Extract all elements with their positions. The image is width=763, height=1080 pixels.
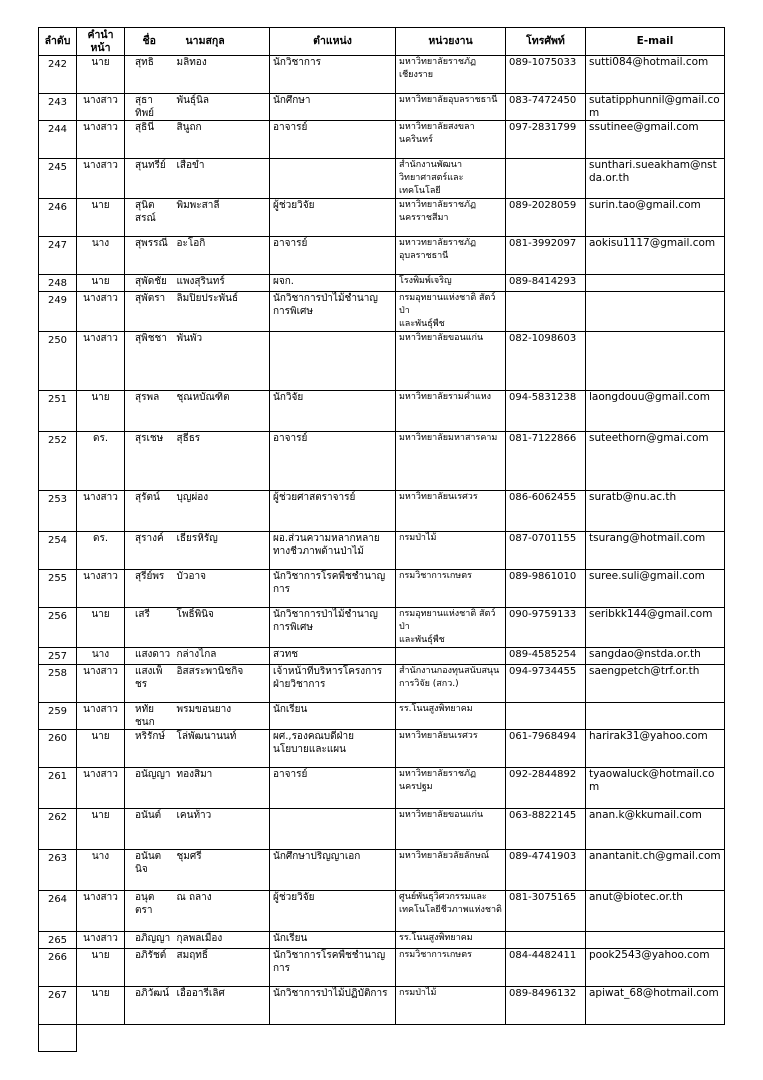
row-last-name: สมฤทธิ์ — [174, 949, 270, 987]
row-first-name: สุธาทิพย์ — [125, 94, 174, 121]
row-organization: มหาวิทยาลัยราชภัฏนครปฐม — [396, 768, 506, 809]
row-position: สวทช — [270, 648, 396, 665]
row-title: นางสาว — [77, 491, 125, 532]
row-organization: กรมอุทยานแห่งชาติ สัตว์ป่า และพันธุ์พืช — [396, 608, 506, 648]
row-first-name: สุนทรีย์ — [125, 159, 174, 199]
header-phone: โทรศัพท์ — [506, 28, 586, 56]
row-organization: กรมอุทยานแห่งชาติ สัตว์ป่า และพันธุ์พืช — [396, 292, 506, 332]
row-number: 243 — [39, 94, 77, 121]
row-position: อาจารย์ — [270, 237, 396, 275]
row-first-name: สุรีย์พร — [125, 570, 174, 608]
row-title: นาย — [77, 199, 125, 237]
row-title: นาย — [77, 56, 125, 94]
table-row — [39, 332, 725, 391]
table-row — [39, 768, 725, 809]
row-email: tsurang@hotmail.com — [586, 532, 725, 570]
table-row — [39, 648, 725, 665]
row-email: surin.tao@gmail.com — [586, 199, 725, 237]
row-organization: กรมป่าไม้ — [396, 987, 506, 1025]
row-number: 257 — [39, 648, 77, 665]
row-first-name: สุพัตรา — [125, 292, 174, 332]
row-title: นาง — [77, 850, 125, 891]
row-email: tyaowaluck@hotmail.com — [586, 768, 725, 809]
row-position: นักศึกษาปริญญาเอก — [270, 850, 396, 891]
row-organization — [396, 648, 506, 665]
row-title: นาย — [77, 949, 125, 987]
row-number: 244 — [39, 121, 77, 159]
row-first-name: สุพิชชา — [125, 332, 174, 391]
row-phone: 084-4482411 — [506, 949, 586, 987]
table-row — [39, 391, 725, 432]
table-row — [39, 665, 725, 703]
row-organization: รร.โนนสูงพิทยาคม — [396, 932, 506, 949]
row-title: นาย — [77, 608, 125, 648]
row-title: นาย — [77, 730, 125, 768]
row-first-name: อนันตนิจ — [125, 850, 174, 891]
row-last-name: ชุณหบัณฑิต — [174, 391, 270, 432]
row-number: 249 — [39, 292, 77, 332]
row-phone — [506, 932, 586, 949]
document-page — [38, 27, 724, 1052]
table-row — [39, 56, 725, 94]
row-organization: สำนักงานกองทุนสนับสนุน การวิจัย (สกว.) — [396, 665, 506, 703]
row-email: anantanit.ch@gmail.com — [586, 850, 725, 891]
row-organization: รร.โนนสูงพิทยาคม — [396, 703, 506, 730]
row-last-name: พิมพะสาลี — [174, 199, 270, 237]
row-phone: 089-1075033 — [506, 56, 586, 94]
row-position: อาจารย์ — [270, 121, 396, 159]
row-number: 259 — [39, 703, 77, 730]
row-last-name: แพงสุรินทร์ — [174, 275, 270, 292]
row-phone: 094-9734455 — [506, 665, 586, 703]
table-row — [39, 850, 725, 891]
row-position — [270, 159, 396, 199]
row-last-name: พันพั่ว — [174, 332, 270, 391]
row-position: อาจารย์ — [270, 768, 396, 809]
row-position: นักศึกษา — [270, 94, 396, 121]
row-phone: 086-6062455 — [506, 491, 586, 532]
row-email: pook2543@yahoo.com — [586, 949, 725, 987]
header-title: คำนำหน้า — [77, 28, 125, 56]
table-row — [39, 121, 725, 159]
row-phone — [506, 703, 586, 730]
row-organization: สำนักงานพัฒนา วิทยาศาสตร์และเทคโนโลยี — [396, 159, 506, 199]
table-row — [39, 491, 725, 532]
row-last-name: บุญผ่อง — [174, 491, 270, 532]
table-row — [39, 432, 725, 491]
row-position: นักเรียน — [270, 703, 396, 730]
row-position: ผู้ช่วยศาสตราจารย์ — [270, 491, 396, 532]
header-email: E-mail — [586, 28, 725, 56]
row-last-name: ชุมศรี — [174, 850, 270, 891]
row-organization: มหาวิทยาลัยขอนแก่น — [396, 332, 506, 391]
table-row — [39, 94, 725, 121]
row-phone: 082-1098603 — [506, 332, 586, 391]
row-last-name: เอื้ออารีเลิศ — [174, 987, 270, 1025]
row-title: นาง — [77, 237, 125, 275]
row-email: ssutinee@gmail.com — [586, 121, 725, 159]
row-number: 253 — [39, 491, 77, 532]
table-row — [39, 891, 725, 932]
header-organization: หน่วยงาน — [396, 28, 506, 56]
row-email — [586, 292, 725, 332]
row-title: นางสาว — [77, 891, 125, 932]
row-first-name: อนัญญา — [125, 768, 174, 809]
row-number: 266 — [39, 949, 77, 987]
row-last-name: กล่างไกล — [174, 648, 270, 665]
row-email: suratb@nu.ac.th — [586, 491, 725, 532]
row-email: sutatipphunnil@gmail.com — [586, 94, 725, 121]
row-position: นักวิชาการป่าไม้ปฏิบัติการ — [270, 987, 396, 1025]
table-row — [39, 159, 725, 199]
row-email — [586, 275, 725, 292]
row-phone: 094-5831238 — [506, 391, 586, 432]
row-position: ผอ.ส่วนความหลากหลาย ทางชีวภาพด้านป่าไม้ — [270, 532, 396, 570]
row-email: aokisu1117@gmail.com — [586, 237, 725, 275]
row-phone: 081-7122866 — [506, 432, 586, 491]
header-last-name: นามสกุล — [174, 28, 270, 56]
row-number: 258 — [39, 665, 77, 703]
header-no: ลำดับ — [39, 28, 77, 56]
row-first-name: แสงดาว — [125, 648, 174, 665]
row-number: 251 — [39, 391, 77, 432]
row-position: อาจารย์ — [270, 432, 396, 491]
table-row — [39, 932, 725, 949]
table-header-row — [39, 28, 725, 56]
row-first-name: อภิวัฒน์ — [125, 987, 174, 1025]
row-number: 264 — [39, 891, 77, 932]
row-last-name: มลิทอง — [174, 56, 270, 94]
row-title: นางสาว — [77, 703, 125, 730]
row-number: 250 — [39, 332, 77, 391]
row-first-name: แสงเพ็ชร — [125, 665, 174, 703]
row-email: saengpetch@trf.or.th — [586, 665, 725, 703]
header-position: ตำแหน่ง — [270, 28, 396, 56]
row-last-name: พันธุ์นิล — [174, 94, 270, 121]
row-first-name: สุพัดชัย — [125, 275, 174, 292]
row-phone: 089-4585254 — [506, 648, 586, 665]
row-first-name: อนันต์ — [125, 809, 174, 850]
row-first-name: หริรักษ์ — [125, 730, 174, 768]
row-title: นาย — [77, 809, 125, 850]
row-number: 252 — [39, 432, 77, 491]
row-position: ผู้ช่วยวิจัย — [270, 891, 396, 932]
row-phone: 081-3075165 — [506, 891, 586, 932]
row-email: harirak31@yahoo.com — [586, 730, 725, 768]
row-number: 246 — [39, 199, 77, 237]
row-email: seribkk144@gmail.com — [586, 608, 725, 648]
row-position — [270, 809, 396, 850]
row-organization: มหาวิทยาลัยมหาสารคาม — [396, 432, 506, 491]
row-number: 260 — [39, 730, 77, 768]
row-organization: มหาวิทยาลัยนเรศวร — [396, 730, 506, 768]
row-number: 267 — [39, 987, 77, 1025]
row-title: นางสาว — [77, 932, 125, 949]
row-first-name: สุธินี — [125, 121, 174, 159]
header-first-name: ชื่อ — [125, 28, 174, 56]
contact-table — [38, 27, 725, 1052]
row-organization: มหาวิทยาลัยราชภัฏเชียงราย — [396, 56, 506, 94]
row-number: 265 — [39, 932, 77, 949]
table-row — [39, 532, 725, 570]
row-email — [586, 332, 725, 391]
row-first-name: สุรัตน์ — [125, 491, 174, 532]
row-last-name: ลิมปิยประพันธ์ — [174, 292, 270, 332]
row-organization: มหาวิทยาลัยขอนแก่น — [396, 809, 506, 850]
row-phone — [506, 292, 586, 332]
row-position: นักวิชาการ — [270, 56, 396, 94]
table-row — [39, 949, 725, 987]
row-last-name: พรมขอนยาง — [174, 703, 270, 730]
row-title: นางสาว — [77, 292, 125, 332]
row-title: ดร. — [77, 532, 125, 570]
row-organization: โรงพิมพ์เจริญ — [396, 275, 506, 292]
row-title: นางสาว — [77, 332, 125, 391]
row-position: นักวิชาการป่าไม้ชำนาญ การพิเศษ — [270, 292, 396, 332]
row-phone — [506, 159, 586, 199]
row-phone: 089-8414293 — [506, 275, 586, 292]
row-organization: มหาวิทยาลัยอุบลราชธานี — [396, 94, 506, 121]
row-phone: 097-2831799 — [506, 121, 586, 159]
row-email: apiwat_68@hotmail.com — [586, 987, 725, 1025]
row-number: 256 — [39, 608, 77, 648]
row-phone: 087-0701155 — [506, 532, 586, 570]
row-email: suteethorn@gmai.com — [586, 432, 725, 491]
row-email: laongdouu@gmail.com — [586, 391, 725, 432]
row-first-name: สุพรรณี — [125, 237, 174, 275]
row-position: นักวิชาการโรคพืชชำนาญ การ — [270, 570, 396, 608]
row-email: sangdao@nstda.or.th — [586, 648, 725, 665]
row-phone: 089-2028059 — [506, 199, 586, 237]
row-position: นักวิจัย — [270, 391, 396, 432]
row-email — [586, 703, 725, 730]
row-first-name: เสรี — [125, 608, 174, 648]
row-first-name: สุรเชษ — [125, 432, 174, 491]
row-position: นักวิชาการป่าไม้ชำนาญ การพิเศษ — [270, 608, 396, 648]
row-organization: มหาวทยาลัยราชภัฏ อุบลราชธานี — [396, 237, 506, 275]
row-title: นาย — [77, 275, 125, 292]
row-phone: 089-9861010 — [506, 570, 586, 608]
table-tail-row — [39, 1025, 725, 1052]
row-first-name: อภิญญา — [125, 932, 174, 949]
table-row — [39, 570, 725, 608]
row-position: ผจก. — [270, 275, 396, 292]
row-last-name: เคนท้าว — [174, 809, 270, 850]
row-last-name: อะโอกิ — [174, 237, 270, 275]
row-number: 248 — [39, 275, 77, 292]
row-number: 262 — [39, 809, 77, 850]
row-last-name: ณ ถลาง — [174, 891, 270, 932]
row-first-name: อนุตตรา — [125, 891, 174, 932]
row-last-name: เสือขำ — [174, 159, 270, 199]
row-last-name: สุธีธร — [174, 432, 270, 491]
table-row — [39, 608, 725, 648]
row-first-name: อภิรัชต์ — [125, 949, 174, 987]
row-title: นางสาว — [77, 570, 125, 608]
row-last-name: ทองสิมา — [174, 768, 270, 809]
row-first-name: สุรางค์ — [125, 532, 174, 570]
row-title: ดร. — [77, 432, 125, 491]
row-title: นางสาว — [77, 94, 125, 121]
row-phone: 089-4741903 — [506, 850, 586, 891]
row-last-name: โพธิ์พินิจ — [174, 608, 270, 648]
row-title: นางสาว — [77, 665, 125, 703]
row-position — [270, 332, 396, 391]
row-last-name: กุลพลเมือง — [174, 932, 270, 949]
row-title: นางสาว — [77, 768, 125, 809]
row-email: suree.suli@gmail.com — [586, 570, 725, 608]
row-title: นางสาว — [77, 121, 125, 159]
row-phone: 092-2844892 — [506, 768, 586, 809]
row-last-name: อิสสระพานิชกิจ — [174, 665, 270, 703]
row-position: นักวิชาการโรคพืชชำนาญ การ — [270, 949, 396, 987]
row-title: นาย — [77, 987, 125, 1025]
row-phone: 061-7968494 — [506, 730, 586, 768]
row-phone: 090-9759133 — [506, 608, 586, 648]
row-first-name: สุทธิ — [125, 56, 174, 94]
row-title: นาย — [77, 391, 125, 432]
row-phone: 083-7472450 — [506, 94, 586, 121]
row-last-name: สินูถก — [174, 121, 270, 159]
row-phone: 063-8822145 — [506, 809, 586, 850]
row-position: นักเรียน — [270, 932, 396, 949]
table-row — [39, 809, 725, 850]
row-position: ผู้ช่วยวิจัย — [270, 199, 396, 237]
row-number: 254 — [39, 532, 77, 570]
row-organization: มหาวิทยาลัยสงขลานครินทร์ — [396, 121, 506, 159]
table-row — [39, 199, 725, 237]
row-email: anan.k@kkumail.com — [586, 809, 725, 850]
row-number: 263 — [39, 850, 77, 891]
row-title: นางสาว — [77, 159, 125, 199]
row-email — [586, 932, 725, 949]
row-last-name: บัวอาจ — [174, 570, 270, 608]
table-row — [39, 275, 725, 292]
table-row — [39, 237, 725, 275]
row-first-name: สุรพล — [125, 391, 174, 432]
row-organization: มหาวิทยาลัยวลัยลักษณ์ — [396, 850, 506, 891]
row-first-name: สุนิตสรณ์ — [125, 199, 174, 237]
row-organization: มหาวิทยาลัยรามคำแหง — [396, 391, 506, 432]
row-organization: ศูนย์พันธุวิศวกรรมและ เทคโนโลยีชีวภาพแห่งชาติ — [396, 891, 506, 932]
row-phone: 089-8496132 — [506, 987, 586, 1025]
row-organization: กรมป่าไม้ — [396, 532, 506, 570]
table-row — [39, 987, 725, 1025]
row-email: sutti084@hotmail.com — [586, 56, 725, 94]
row-organization: มหาวิทยาลัยราชภัฏ นครราชสีมา — [396, 199, 506, 237]
row-last-name: เธียรหิรัญ — [174, 532, 270, 570]
row-last-name: โล่พัฒนานนท์ — [174, 730, 270, 768]
row-email: anut@biotec.or.th — [586, 891, 725, 932]
row-email: sunthari.sueakham@nstda.or.th — [586, 159, 725, 199]
row-number: 261 — [39, 768, 77, 809]
row-number: 255 — [39, 570, 77, 608]
table-row — [39, 703, 725, 730]
row-organization: กรมวิชาการเกษตร — [396, 949, 506, 987]
row-position: เจ้าหน้าที่บริหารโครงการ ฝ่ายวิชาการ — [270, 665, 396, 703]
row-first-name: หทัยชนก — [125, 703, 174, 730]
row-number: 247 — [39, 237, 77, 275]
row-number: 242 — [39, 56, 77, 94]
row-position: ผศ.,รองคณบดีฝ่าย นโยบายและแผน — [270, 730, 396, 768]
row-organization: มหาวิทยาลัยนเรศวร — [396, 491, 506, 532]
table-row — [39, 730, 725, 768]
table-row — [39, 292, 725, 332]
row-title: นาง — [77, 648, 125, 665]
row-phone: 081-3992097 — [506, 237, 586, 275]
row-number: 245 — [39, 159, 77, 199]
row-organization: กรมวิชาการเกษตร — [396, 570, 506, 608]
